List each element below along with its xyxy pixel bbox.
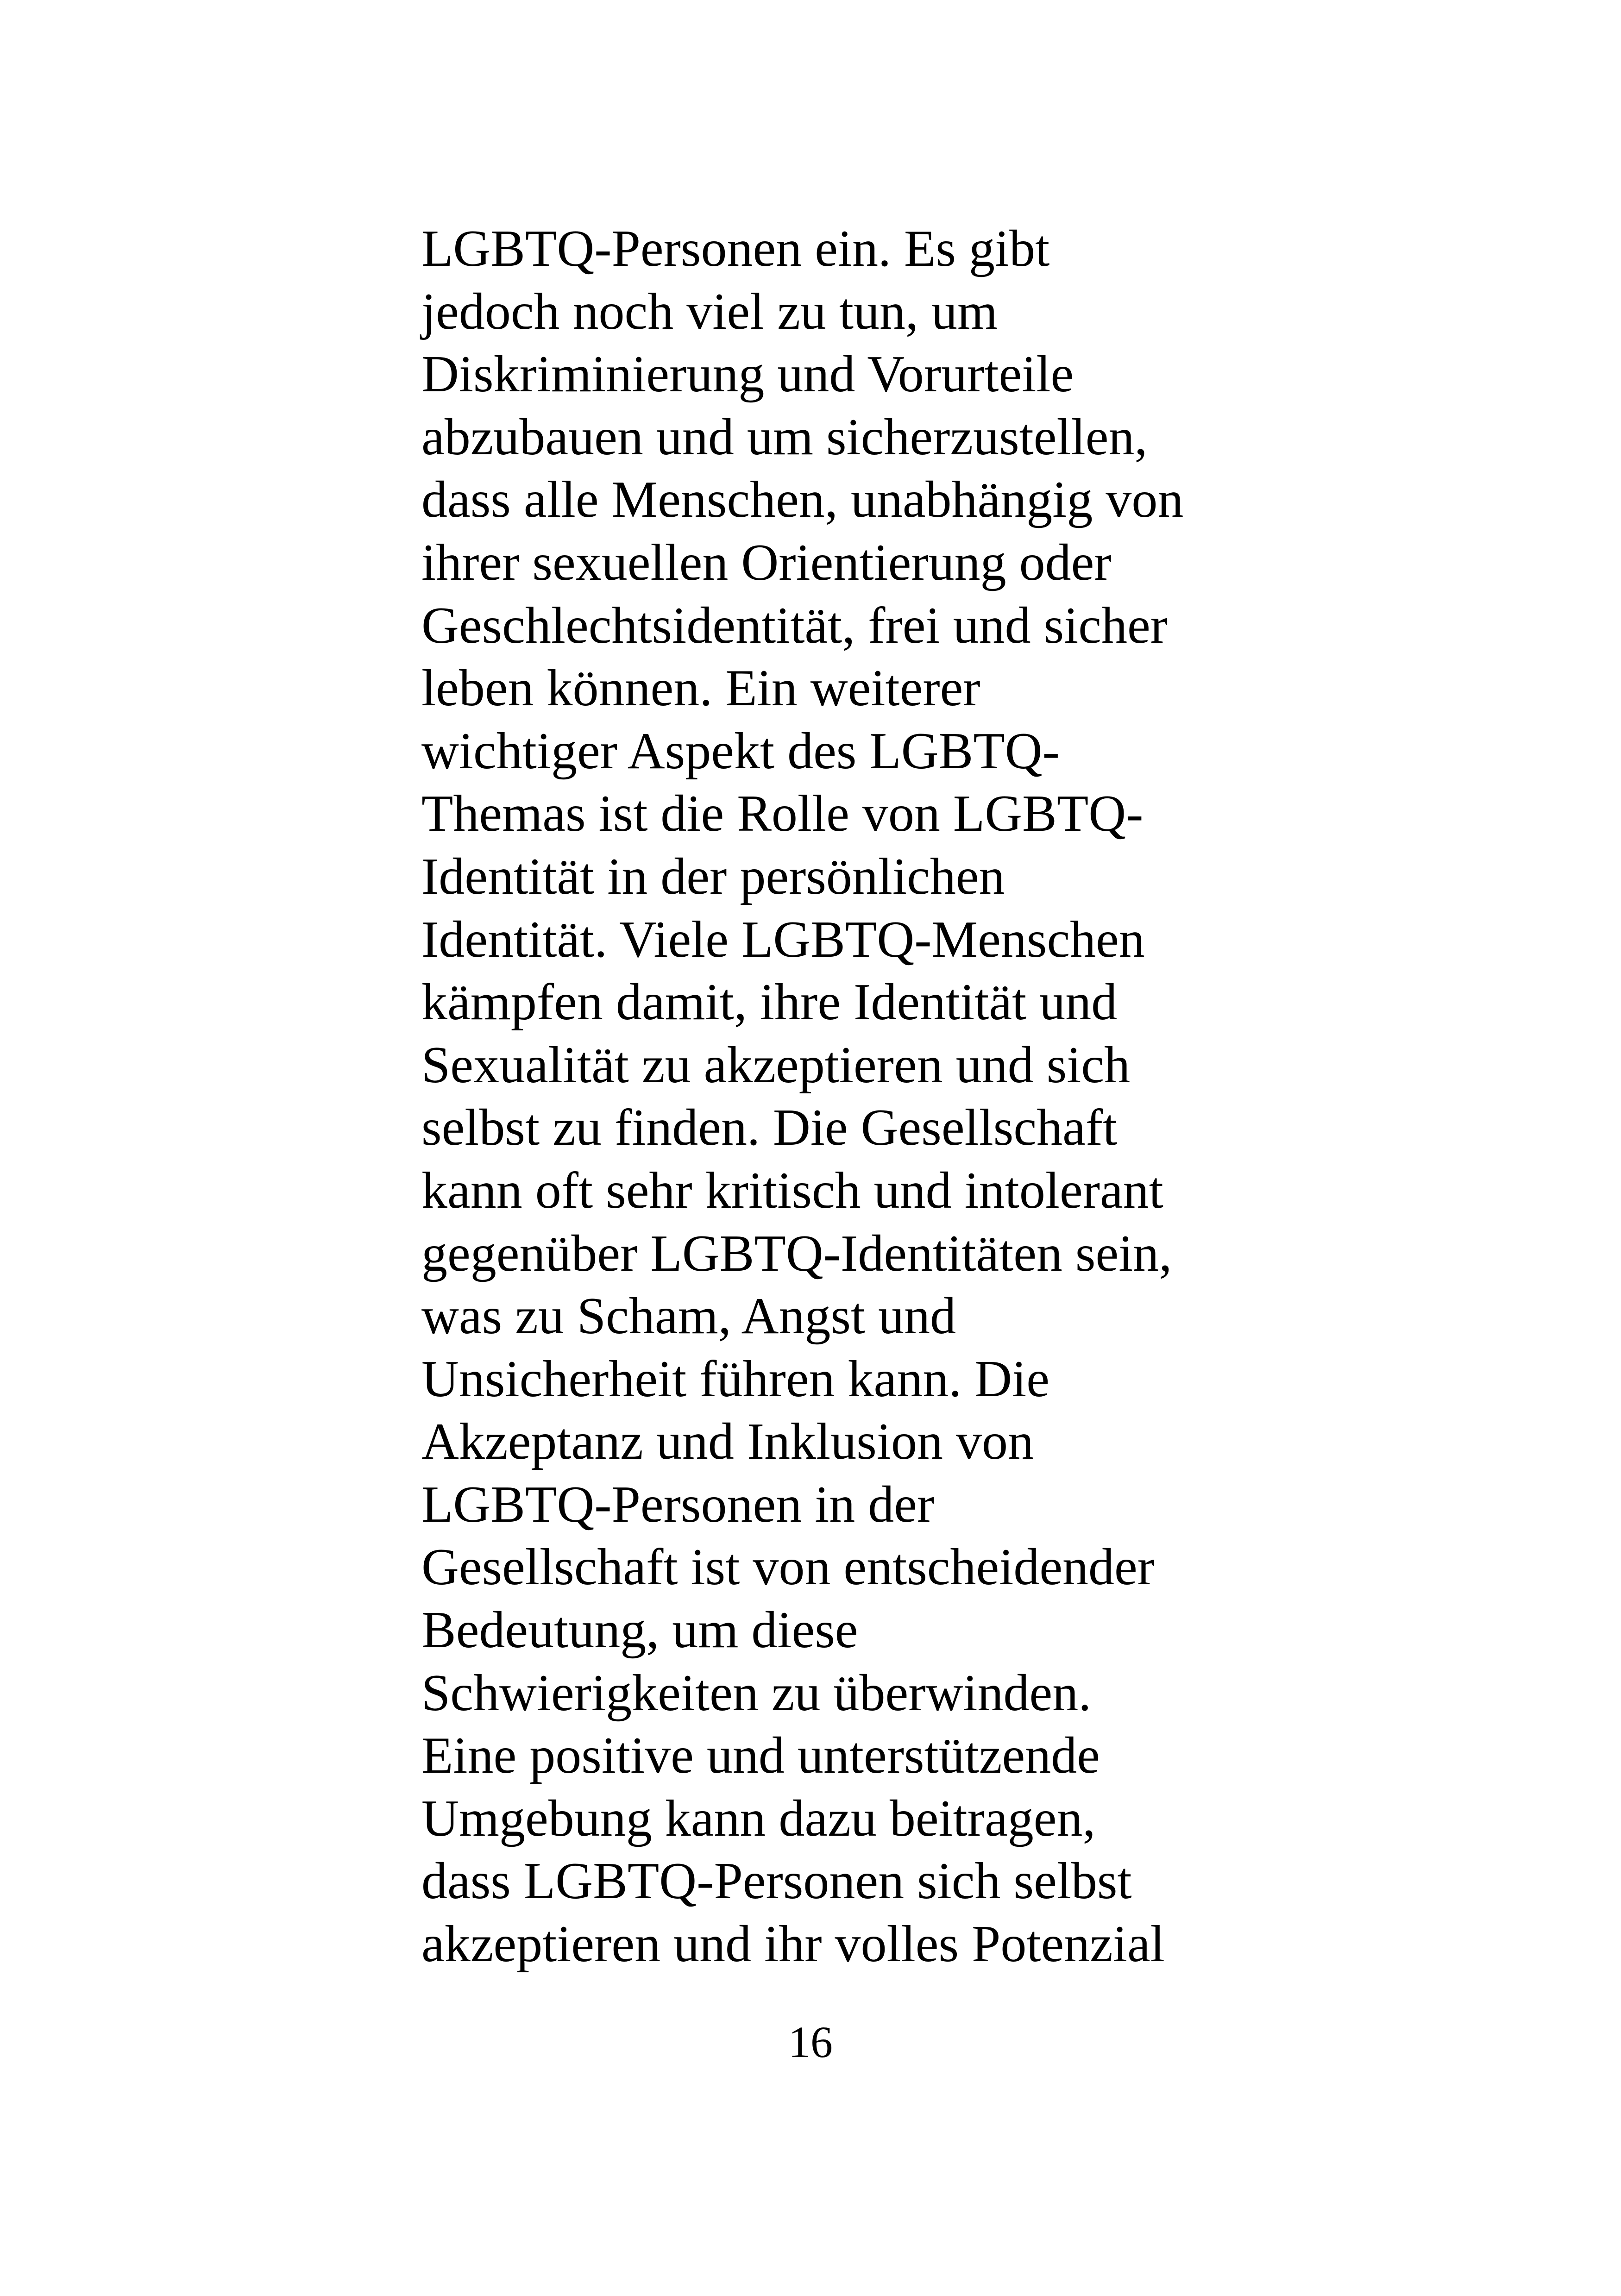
text-line: akzeptieren und ihr volles Potenzial xyxy=(421,1915,1165,1973)
text-line: ihrer sexuellen Orientierung oder xyxy=(421,533,1112,591)
text-line: leben können. Ein weiterer xyxy=(421,659,980,717)
text-line: Identität in der persönlichen xyxy=(421,847,1005,905)
text-line: Akzeptanz und Inklusion von xyxy=(421,1413,1034,1471)
text-line: gegenüber LGBTQ-Identitäten sein, xyxy=(421,1224,1172,1282)
text-line: Umgebung kann dazu beitragen, xyxy=(421,1789,1096,1847)
text-line: was zu Scham, Angst und xyxy=(421,1287,956,1345)
text-line: selbst zu finden. Die Gesellschaft xyxy=(421,1099,1118,1157)
text-line: jedoch noch viel zu tun, um xyxy=(421,282,998,340)
text-line: Schwierigkeiten zu überwinden. xyxy=(421,1664,1092,1722)
text-line: Identität. Viele LGBTQ-Menschen xyxy=(421,910,1145,968)
text-line: Bedeutung, um diese xyxy=(421,1601,858,1659)
text-line: wichtiger Aspekt des LGBTQ- xyxy=(421,722,1060,780)
text-line: Sexualität zu akzeptieren und sich xyxy=(421,1036,1131,1094)
text-line: Geschlechtsidentität, frei und sicher xyxy=(421,596,1168,654)
text-line: LGBTQ-Personen in der xyxy=(421,1475,935,1533)
text-line: kann oft sehr kritisch und intolerant xyxy=(421,1161,1163,1219)
body-paragraph xyxy=(421,218,1264,1976)
text-line: Diskriminierung und Vorurteile xyxy=(421,345,1074,403)
text-line: dass LGBTQ-Personen sich selbst xyxy=(421,1852,1132,1910)
text-line: Themas ist die Rolle von LGBTQ- xyxy=(421,785,1143,843)
text-line: Eine positive und unterstützende xyxy=(421,1727,1100,1785)
text-line: Unsicherheit führen kann. Die xyxy=(421,1350,1049,1408)
text-line: abzubauen und um sicherzustellen, xyxy=(421,408,1148,466)
text-line: Gesellschaft ist von entscheidender xyxy=(421,1538,1155,1596)
text-line: LGBTQ-Personen ein. Es gibt xyxy=(421,220,1050,277)
text-line: dass alle Menschen, unabhängig von xyxy=(421,471,1184,529)
text-line: kämpfen damit, ihre Identität und xyxy=(421,973,1118,1031)
page-number: 16 xyxy=(788,2017,833,2067)
